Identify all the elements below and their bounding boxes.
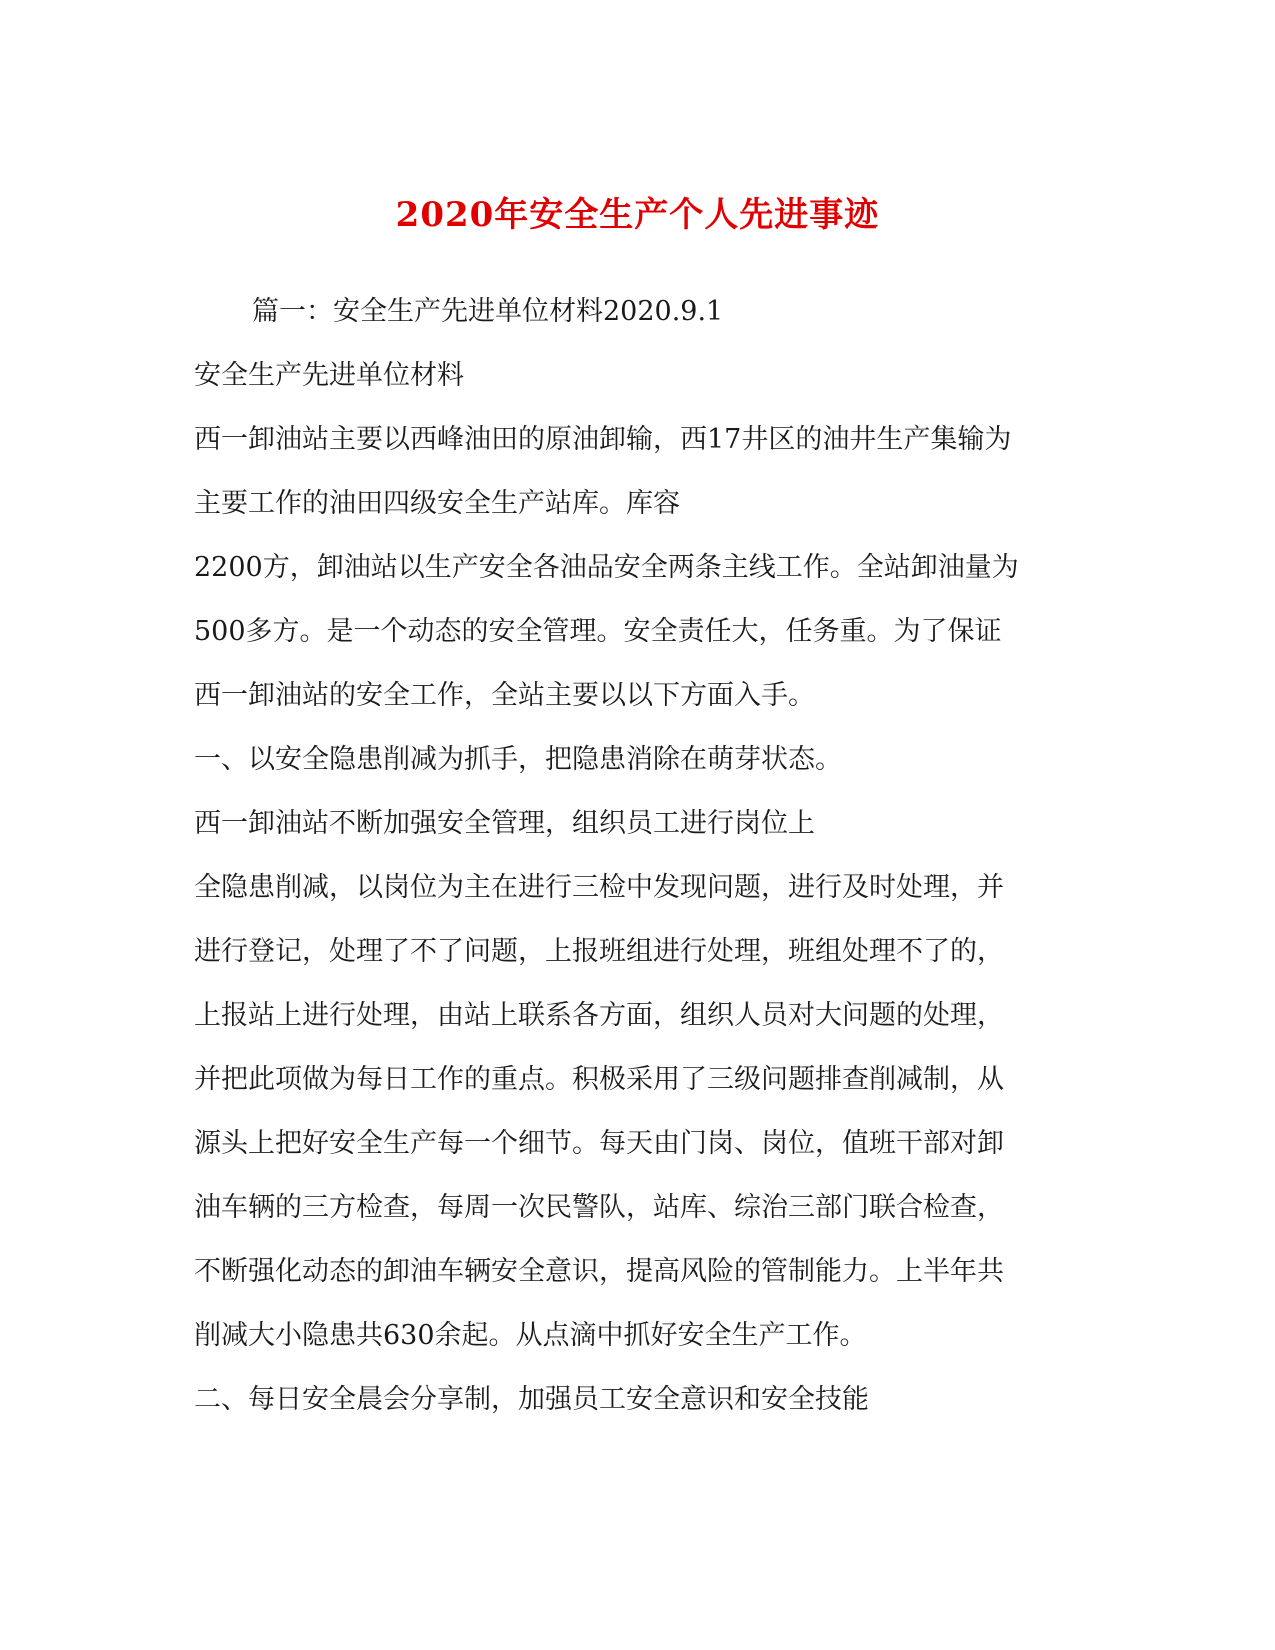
body-line: 源头上把好安全生产每一个细节。每天由门岗、岗位，值班干部对卸	[194, 1128, 1004, 1159]
body-line: 削减大小隐患共630余起。从点滴中抓好安全生产工作。	[194, 1320, 867, 1351]
body-line: 西一卸油站的安全工作，全站主要以以下方面入手。	[194, 680, 815, 711]
document-title: 2020年安全生产个人先进事迹	[395, 194, 880, 235]
body-line: 二、每日安全晨会分享制，加强员工安全意识和安全技能	[194, 1384, 869, 1415]
document-body	[194, 290, 1074, 1442]
body-line: 500多方。是一个动态的安全管理。安全责任大，任务重。为了保证	[194, 616, 1002, 647]
body-line: 安全生产先进单位材料	[194, 360, 464, 391]
body-line: 全隐患削减，以岗位为主在进行三检中发现问题，进行及时处理，并	[194, 872, 1004, 903]
body-line: 一、以安全隐患削减为抓手，把隐患消除在萌芽状态。	[194, 744, 842, 775]
body-line: 西一卸油站主要以西峰油田的原油卸输，西17井区的油井生产集输为	[194, 424, 1012, 455]
body-line: 进行登记，处理了不了问题，上报班组进行处理，班组处理不了的，	[194, 936, 1004, 967]
section-heading-line: 篇一：安全生产先进单位材料2020.9.1	[252, 296, 724, 327]
body-line: 西一卸油站不断加强安全管理，组织员工进行岗位上	[194, 808, 815, 839]
body-line: 并把此项做为每日工作的重点。积极采用了三级问题排查削减制，从	[194, 1064, 1004, 1095]
body-line: 2200方，卸油站以生产安全各油品安全两条主线工作。全站卸油量为	[194, 552, 1019, 583]
body-line: 不断强化动态的卸油车辆安全意识，提高风险的管制能力。上半年共	[194, 1256, 1004, 1287]
body-line: 主要工作的油田四级安全生产站库。库容	[194, 488, 680, 519]
body-line: 油车辆的三方检查，每周一次民警队，站库、综治三部门联合检查，	[194, 1192, 1004, 1223]
body-line: 上报站上进行处理，由站上联系各方面，组织人员对大问题的处理，	[194, 1000, 1004, 1031]
